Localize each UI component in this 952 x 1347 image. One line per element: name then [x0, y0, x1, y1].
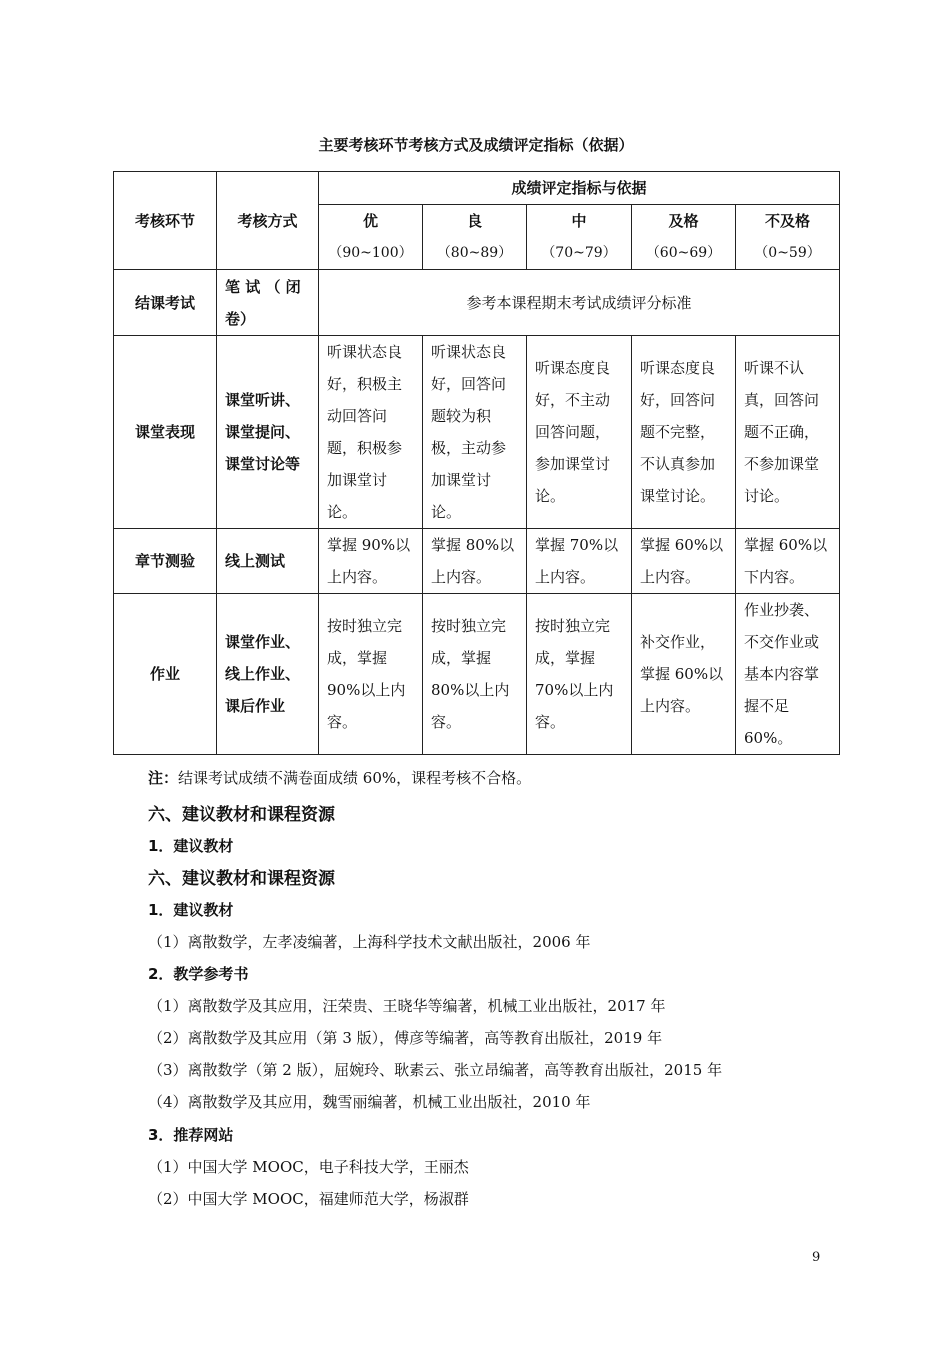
row-merged-criteria: 参考本课程期末考试成绩评分标准	[319, 270, 840, 336]
table-row	[114, 270, 840, 336]
assessment-table	[113, 171, 840, 755]
cell-excellent: 按时独立完成，掌握90%以上内容。	[319, 594, 423, 755]
cell-pass: 补交作业，掌握 60%以上内容。	[632, 594, 736, 755]
cell-fail: 掌握 60%以下内容。	[736, 529, 840, 594]
reference-item: （3）离散数学（第 2 版），屈婉玲、耿素云、张立昂编著，高等教育出版社，2015 年	[148, 1061, 723, 1079]
subheading-references: 2．教学参考书	[148, 965, 249, 983]
website-item: （1）中国大学 MOOC，电子科技大学，王丽杰	[148, 1158, 469, 1176]
header-grade-pass: 及格 （60~69）	[632, 205, 736, 270]
cell-pass: 听课态度良好，回答问题不完整，不认真参加课堂讨论。	[632, 336, 736, 529]
note-text: 结课考试成绩不满卷面成绩 60%，课程考核不合格。	[178, 769, 532, 787]
row-method: 课堂作业、线上作业、课后作业	[217, 594, 319, 755]
table-row	[114, 336, 840, 529]
section-heading: 六、建议教材和课程资源	[148, 805, 335, 825]
header-method: 考核方式	[217, 172, 319, 270]
cell-good: 按时独立完成，掌握80%以上内容。	[423, 594, 527, 755]
page-number: 9	[812, 1250, 821, 1265]
header-grade-excellent: 优 （90~100）	[319, 205, 423, 270]
row-link: 结课考试	[114, 270, 217, 336]
row-link: 章节测验	[114, 529, 217, 594]
header-link: 考核环节	[114, 172, 217, 270]
section-heading: 六、建议教材和课程资源	[148, 869, 335, 889]
cell-good: 掌握 80%以上内容。	[423, 529, 527, 594]
reference-item: （1）离散数学及其应用，汪荣贵、王晓华等编著，机械工业出版社，2017 年	[148, 997, 666, 1015]
header-grade-good: 良 （80~89）	[423, 205, 527, 270]
cell-medium: 掌握 70%以上内容。	[527, 529, 632, 594]
cell-excellent: 掌握 90%以上内容。	[319, 529, 423, 594]
cell-medium: 听课态度良好，不主动回答问题，参加课堂讨论。	[527, 336, 632, 529]
header-grade-medium: 中 （70~79）	[527, 205, 632, 270]
row-method: 笔 试 （ 闭卷）	[217, 270, 319, 336]
table-note	[148, 767, 531, 788]
subheading-textbook: 1．建议教材	[148, 901, 234, 919]
row-link: 作业	[114, 594, 217, 755]
table-title: 主要考核环节考核方式及成绩评定指标（依据）	[318, 136, 634, 154]
row-link: 课堂表现	[114, 336, 217, 529]
cell-good: 听课状态良好，回答问题较为积极，主动参加课堂讨论。	[423, 336, 527, 529]
table-row	[114, 529, 840, 594]
reference-item: （4）离散数学及其应用，魏雪丽编著，机械工业出版社，2010 年	[148, 1093, 591, 1111]
reference-item: （2）离散数学及其应用（第 3 版），傅彦等编著，高等教育出版社，2019 年	[148, 1029, 663, 1047]
cell-fail: 听课不认真，回答问题不正确，不参加课堂讨论。	[736, 336, 840, 529]
cell-pass: 掌握 60%以上内容。	[632, 529, 736, 594]
cell-fail: 作业抄袭、不交作业或基本内容掌握不足60%。	[736, 594, 840, 755]
cell-excellent: 听课状态良好，积极主动回答问题，积极参加课堂讨论。	[319, 336, 423, 529]
note-label: 注：	[148, 769, 179, 787]
textbook-item: （1）离散数学，左孝凌编著，上海科学技术文献出版社，2006 年	[148, 933, 591, 951]
row-method: 课堂听讲、课堂提问、课堂讨论等	[217, 336, 319, 529]
row-method: 线上测试	[217, 529, 319, 594]
subheading-websites: 3．推荐网站	[148, 1126, 234, 1144]
header-group: 成绩评定指标与依据	[319, 172, 840, 205]
website-item: （2）中国大学 MOOC，福建师范大学，杨淑群	[148, 1190, 469, 1208]
subheading-textbook: 1．建议教材	[148, 837, 234, 855]
cell-medium: 按时独立完成，掌握70%以上内容。	[527, 594, 632, 755]
header-grade-fail: 不及格 （0~59）	[736, 205, 840, 270]
table-row	[114, 594, 840, 755]
